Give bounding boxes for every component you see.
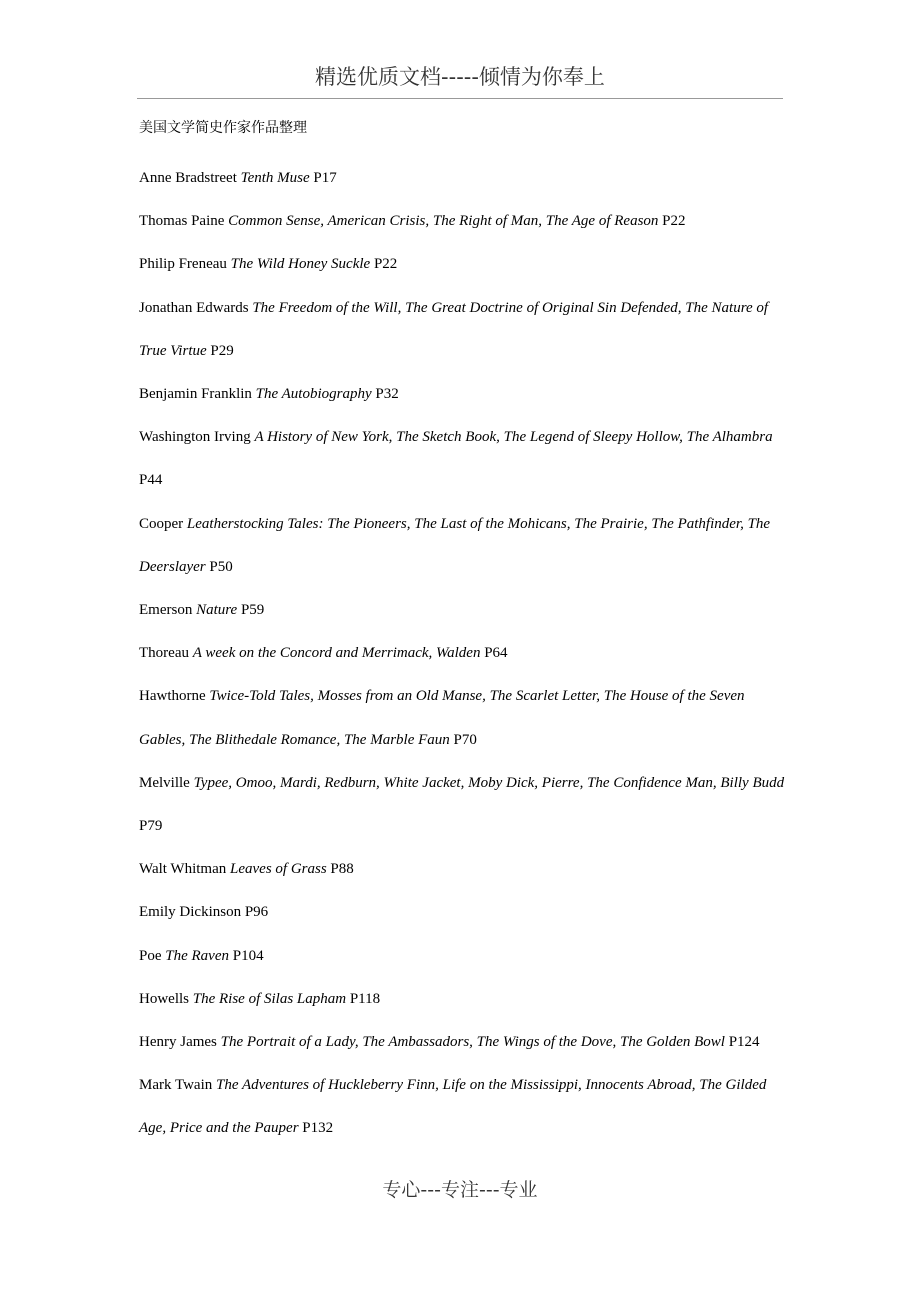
page-reference: P118 [349, 990, 381, 1007]
works-title: The Adventures of Huckleberry Finn, Life on the Mississippi, Innocents Abroad, The Gilded Age, Price and the Pauper [139, 1077, 767, 1137]
author-name: Emily Dickinson [139, 904, 242, 921]
page-reference: P132 [302, 1120, 334, 1137]
author-name: Walt Whitman [139, 861, 227, 878]
author-entry [139, 762, 789, 848]
page-reference: P70 [453, 731, 477, 748]
author-name: Hawthorne [139, 688, 206, 705]
page-reference: P32 [375, 386, 399, 403]
works-title: Tenth Muse [240, 170, 310, 186]
author-entry [139, 978, 789, 1021]
author-name: Philip Freneau [139, 256, 227, 273]
works-title: Leaves of Grass [230, 861, 327, 878]
author-name: Thoreau [139, 645, 189, 662]
author-entry [139, 243, 789, 286]
author-name: Emerson [139, 602, 193, 619]
page-reference: P17 [313, 170, 337, 186]
document-title: 美国文学简史作家作品整理 [139, 120, 307, 136]
works-title: Leatherstocking Tales: The Pioneers, The Last of the Mohicans, The Prairie, The Pathfinder, The Deerslayer [139, 515, 771, 575]
header-divider [137, 98, 783, 99]
author-name: Poe [139, 947, 162, 964]
document-body [139, 114, 789, 1151]
author-entry [139, 200, 789, 243]
author-name: Melville [139, 774, 190, 791]
author-name: Howells [139, 990, 189, 1007]
author-name: Benjamin Franklin [139, 386, 252, 403]
page-reference: P50 [209, 558, 233, 575]
page-reference: P104 [232, 947, 264, 964]
author-name: Jonathan Edwards [139, 299, 249, 316]
page-footer: 专心---专注---专业 [382, 1179, 538, 1201]
author-entry [139, 1021, 789, 1064]
author-entry [139, 503, 789, 589]
author-entry [139, 1064, 789, 1150]
works-title: The Portrait of a Lady, The Ambassadors, The Wings of the Dove, The Golden Bowl [220, 1034, 725, 1051]
author-entry [139, 632, 789, 675]
author-entry [139, 157, 789, 200]
page-header: 精选优质文档-----倾情为你奉上 [315, 65, 605, 89]
author-entry [139, 373, 789, 416]
page-reference: P88 [330, 861, 354, 878]
works-title: The Wild Honey Suckle [230, 256, 371, 273]
author-entry [139, 287, 789, 373]
works-title: A History of New York, The Sketch Book, The Legend of Sleepy Hollow, The Alhambra [254, 429, 773, 446]
author-entry [139, 935, 789, 978]
works-title: The Freedom of the Will, The Great Doctrine of Original Sin Defended, The Nature of True Virtue [139, 299, 769, 359]
works-title: Typee, Omoo, Mardi, Redburn, White Jacket, Moby Dick, Pierre, The Confidence Man, Billy Budd [193, 774, 785, 791]
works-title: Common Sense, American Crisis, The Right of Man, The Age of Reason [228, 213, 659, 230]
author-entry [139, 675, 789, 761]
page-reference: P59 [240, 602, 265, 619]
author-name: Thomas Paine [139, 213, 225, 230]
page-reference: P22 [373, 256, 398, 273]
page-reference: P64 [484, 645, 508, 662]
page-reference: P29 [210, 342, 234, 359]
author-entry [139, 848, 789, 891]
author-name: Washington Irving [139, 429, 251, 446]
author-entry [139, 891, 789, 934]
works-title: A week on the Concord and Merrimack, Walden [192, 645, 481, 662]
works-title: Nature [196, 602, 238, 619]
author-name: Henry James [139, 1034, 217, 1051]
page-reference: P96 [244, 904, 269, 921]
works-title: The Raven [165, 947, 229, 964]
works-title: Twice-Told Tales, Mosses from an Old Manse, The Scarlet Letter, The House of the Seven Gables, The Blithedale Romance, The Marble Faun [139, 688, 745, 748]
author-name: Mark Twain [139, 1077, 213, 1094]
page-reference: P44 [139, 472, 163, 489]
author-entry [139, 416, 789, 502]
author-works-list [139, 157, 789, 1151]
page-reference: P79 [139, 818, 163, 835]
author-name: Cooper [139, 515, 184, 532]
author-name: Anne Bradstreet [139, 170, 237, 186]
author-entry [139, 589, 789, 632]
works-title: The Autobiography [255, 386, 372, 403]
works-title: The Rise of Silas Lapham [192, 990, 347, 1007]
page-reference: P124 [728, 1034, 760, 1051]
page-reference: P22 [662, 213, 686, 230]
